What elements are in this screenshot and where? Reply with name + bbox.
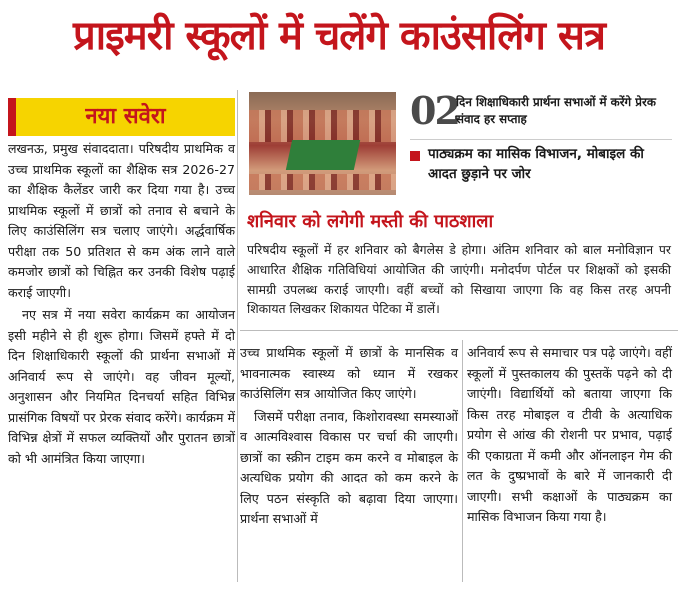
classroom-photo xyxy=(249,92,396,195)
box-subheading: शनिवार को लगेगी मस्ती की पाठशाला xyxy=(247,211,494,232)
article-paragraph: उच्च प्राथमिक स्कूलों में छात्रों के मानसिक व भावनात्मक स्वास्थ्य को ध्यान में रखकर काउंसिलिंग सत्र आयोजित किए जाएंगे। xyxy=(240,345,458,401)
column-divider xyxy=(462,340,463,582)
article-paragraph: अनिवार्य रूप से समाचार पत्र पढ़े जाएंगे। वहीं स्कूलों में पुस्तकालय की पुस्तकें पढ़ने को दी जाएंगी। विद्यार्थियों को बताया जाएगा कि किस तरह मोबाइल व टीवी के अत्याधिक प्रयोग से आंख की रोशनी पर प्रभाव, पढ़ाई की एकाग्रता में कमी और ऑनलाइन गेम की लत के दुष्प्रभावों के बारे में जानकारी दी जाएगी। सभी कक्षाओं के पाठ्यक्रम का मासिक विभाजन किया गया है। xyxy=(467,345,672,524)
article-column-2 xyxy=(240,343,458,530)
callout-secondary: पाठ्यक्रम का मासिक विभाजन, मोबाइल की आदत छुड़ाने पर जोर xyxy=(428,146,644,182)
article-paragraph: नए सत्र में नया सवेरा कार्यक्रम का आयोजन इसी महीने से ही शुरू होगा। जिसमें हफ्ते में दो दिन शिक्षाधिकारी स्कूलों की प्रार्थना सभाओं में अनिवार्य रूप से जाएंगे। वह जीवन मूल्यों, अनुशासन और नियमित दिनचर्या सहित विभिन्न प्रासंगिक विषयों पर प्रेरक संवाद करेंगे। कार्यक्रम में विभिन्न क्षेत्रों में सफल व्यक्तियों और पुरातन छात्रों को भी आमंत्रित किया जाएगा। xyxy=(8,307,235,466)
callout-number: 02 xyxy=(410,88,459,133)
article-paragraph: जिसमें परीक्षा तनाव, किशोरावस्था समस्याओं व आत्मविश्वास विकास पर चर्चा की जाएगी। छात्रों का स्क्रीन टाइम कम करने व मोबाइल के अत्यधिक प्रयोग की आदत को कम करने के लिए पठन संस्कृति को बढ़ावा दिया जाएगा। प्रार्थना सभाओं में xyxy=(240,408,458,526)
section-badge xyxy=(8,98,235,136)
callout-text: दिन शिक्षाधिकारी प्रार्थना सभाओं में करेंगे प्रेरक संवाद हर सप्ताह xyxy=(456,95,656,126)
bullet-square-icon xyxy=(410,151,420,161)
divider xyxy=(240,330,678,331)
divider xyxy=(410,139,672,140)
column-divider xyxy=(237,90,238,582)
article-column-3 xyxy=(467,343,672,528)
article-column-1 xyxy=(8,139,235,469)
box-text: परिषदीय स्कूलों में हर शनिवार को बैगलेस डे होगा। अंतिम शनिवार को बाल मनोविज्ञान पर आधारित शैक्षिक गतिविधियां आयोजित की जाएंगी। मनोदर्पण पोर्टल पर शिक्षकों को इसकी सामग्री उपलब्ध कराई जाएगी। वहीं बच्चों को सिखाया जाएगा कि वह किस तरह अपनी शिकायत लिखकर शिकायत पेटिका में डालें। xyxy=(247,242,671,317)
section-badge-label: नया सवेरा xyxy=(85,104,166,129)
article-paragraph: लखनऊ, प्रमुख संवाददाता। परिषदीय प्राथमिक व उच्च प्राथमिक स्कूलों का शैक्षिक सत्र 2026-27 का शैक्षिक कैलेंडर जारी कर दिया गया है। उच्च प्राथमिक स्कूलों में छात्रों को तनाव से बचाने के लिए काउंसिलिंग सत्र चलाए जाएंगे। अर्द्धवार्षिक परीक्षा तक 50 प्रतिशत से कम अंक लाने वाले कमजोर छात्रों को चिह्नित कर उनकी विशेष पढ़ाई कराई जाएगी। xyxy=(8,141,235,300)
headline: प्राइमरी स्कूलों में चलेंगे काउंसलिंग सत्र xyxy=(73,13,605,59)
